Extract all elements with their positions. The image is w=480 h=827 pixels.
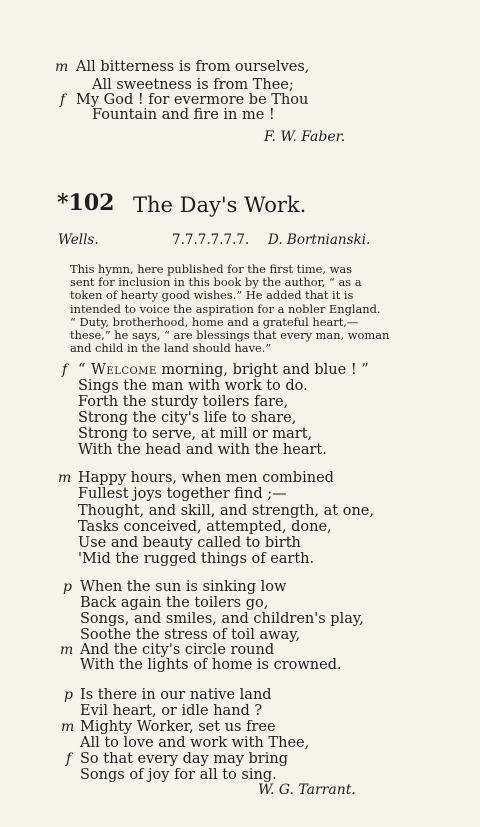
verse-line: All sweetness is from Thee; bbox=[92, 77, 294, 93]
opening-word: “ Welcome bbox=[78, 362, 157, 378]
verse-line: My God ! for evermore be Thou bbox=[76, 92, 309, 108]
note-line: these,” he says, “ are blessings that every man, woman bbox=[70, 328, 390, 343]
verse-line: Mighty Worker, set us free bbox=[80, 719, 276, 735]
hymn-title: The Day's Work. bbox=[133, 193, 307, 217]
dynamic-mark: f bbox=[66, 751, 72, 767]
verse-line: Is there in our native land bbox=[80, 687, 272, 703]
editorial-note bbox=[70, 262, 390, 356]
meter: 7.7.7.7.7.7. bbox=[172, 232, 250, 248]
verse-line: So that every day may bring bbox=[80, 751, 288, 767]
verse-line: All bitterness is from ourselves, bbox=[76, 59, 310, 75]
dynamic-mark: p bbox=[63, 579, 72, 595]
verse-line: Soothe the stress of toil away, bbox=[80, 627, 301, 643]
dynamic-mark: p bbox=[64, 687, 73, 703]
verse-line: Happy hours, when men combined bbox=[78, 470, 334, 486]
verse-line: Fullest joys together find ;— bbox=[78, 486, 287, 502]
verse-line: Forth the sturdy toilers fare, bbox=[78, 394, 289, 410]
verse-line: Fountain and fire in me ! bbox=[92, 107, 275, 123]
note-line: sent for inclusion in this book by the author, “ as a bbox=[70, 275, 362, 290]
verse-line: Sings the man with work to do. bbox=[78, 378, 308, 394]
dynamic-mark: m bbox=[58, 470, 72, 486]
verse-line: Strong to serve, at mill or mart, bbox=[78, 426, 313, 442]
hymn-number: *102 bbox=[57, 190, 115, 216]
dynamic-mark: f bbox=[60, 92, 66, 108]
verse-line-rest: morning, bright and blue ! ” bbox=[156, 362, 369, 378]
note-line: This hymn, here published for the first time, was bbox=[70, 262, 353, 276]
note-line: “ Duty, brotherhood, home and a grateful heart,— bbox=[70, 314, 359, 329]
verse-line: And the city's circle round bbox=[80, 642, 275, 658]
composer: D. Bortnianski. bbox=[268, 232, 371, 248]
dynamic-mark: m bbox=[61, 719, 75, 735]
note-line: token of hearty good wishes.” He added that it is bbox=[70, 288, 354, 303]
author-signature: F. W. Faber. bbox=[264, 129, 346, 145]
dynamic-mark: m bbox=[60, 642, 74, 658]
verse-line: All to love and work with Thee, bbox=[80, 735, 310, 751]
verse-line: When the sun is sinking low bbox=[80, 579, 287, 595]
verse-line: Back again the toilers go, bbox=[80, 595, 269, 611]
verse-line: Strong the city's life to share, bbox=[78, 410, 297, 426]
verse-line: Songs of joy for all to sing. bbox=[80, 767, 277, 783]
author-signature: W. G. Tarrant. bbox=[258, 782, 356, 798]
dynamic-mark: f bbox=[62, 362, 68, 378]
note-line: and child in the land should have.” bbox=[70, 341, 272, 356]
note-line: intended to voice the aspiration for a nobler England. bbox=[70, 301, 381, 316]
tune-name: Wells. bbox=[58, 232, 99, 248]
verse-line: Songs, and smiles, and children's play, bbox=[80, 611, 364, 627]
verse-line: With the lights of home is crowned. bbox=[80, 657, 342, 673]
dynamic-mark: m bbox=[55, 59, 69, 75]
verse-line: 'Mid the rugged things of earth. bbox=[78, 551, 315, 567]
verse-line: Use and beauty called to birth bbox=[78, 535, 301, 551]
verse-line: Tasks conceived, attempted, done, bbox=[78, 519, 332, 535]
verse-line: Thought, and skill, and strength, at one, bbox=[78, 503, 374, 519]
verse-line: Evil heart, or idle hand ? bbox=[80, 703, 263, 719]
verse-line: With the head and with the heart. bbox=[78, 442, 327, 458]
